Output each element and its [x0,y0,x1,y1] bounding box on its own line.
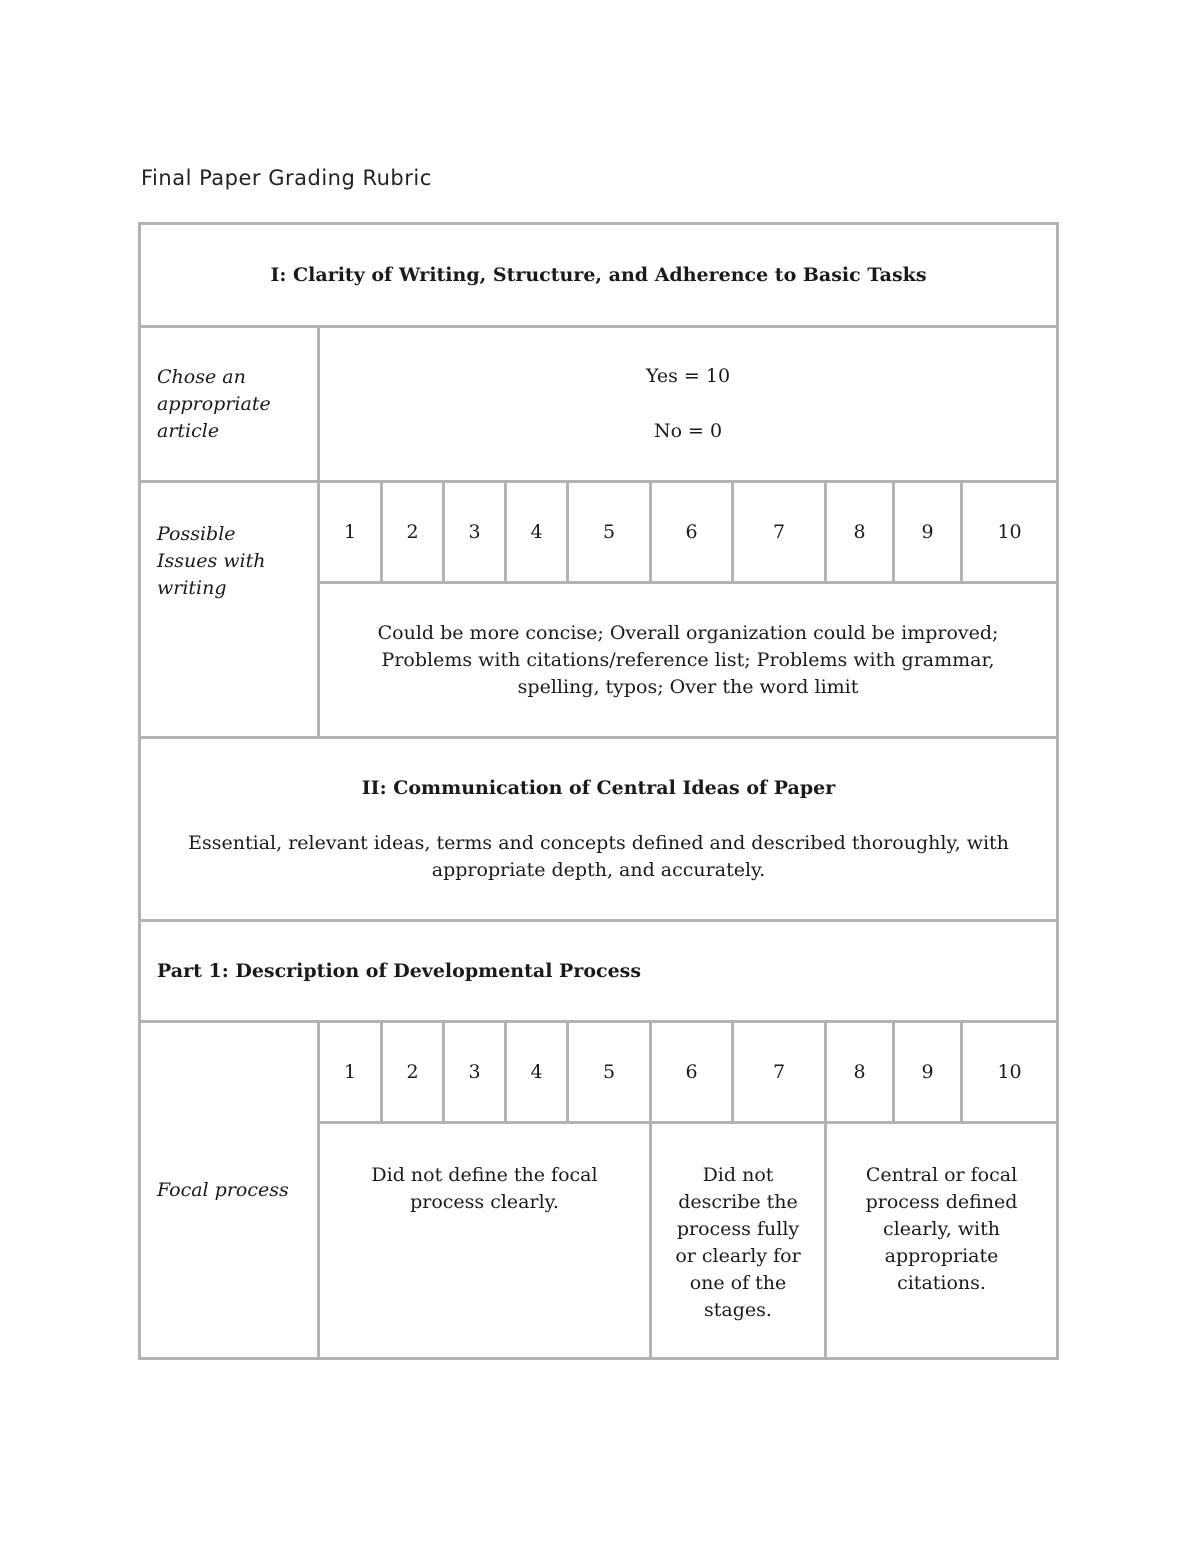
article-label: Chose an appropriate article [140,327,319,482]
writing-description: Could be more concise; Overall organization could be improved; Problems with citations/reference list; Problems with grammar, spelling, typos; Over the word limit [319,583,1058,738]
focal-score-5: 5 [568,1022,651,1123]
focal-score-7: 7 [733,1022,826,1123]
article-yes-score: Yes = 10 [646,365,731,387]
writing-score-9: 9 [894,482,962,583]
focal-score-3: 3 [444,1022,506,1123]
section1-heading-row [140,224,1058,327]
focal-low-description: Did not define the focal process clearly. [319,1123,651,1359]
writing-score-10: 10 [962,482,1058,583]
writing-label: Possible Issues with writing [140,482,319,738]
section1-heading: I: Clarity of Writing, Structure, and Adherence to Basic Tasks [140,224,1058,327]
focal-score-9: 9 [894,1022,962,1123]
grading-rubric-table [138,222,1059,1360]
writing-score-5: 5 [568,482,651,583]
section2-heading: II: Communication of Central Ideas of Paper [361,776,836,799]
focal-score-8: 8 [826,1022,894,1123]
focal-mid-description: Did not describe the process fully or clearly for one of the stages. [651,1123,826,1359]
writing-score-3: 3 [444,482,506,583]
article-no-score: No = 0 [653,420,723,442]
writing-score-4: 4 [506,482,568,583]
focal-score-2: 2 [382,1022,444,1123]
focal-label: Focal process [140,1022,319,1359]
writing-score-6: 6 [651,482,733,583]
focal-high-description: Central or focal process defined clearly, with appropriate citations. [826,1123,1058,1359]
article-scoring-cell [319,327,1058,482]
writing-score-2: 2 [382,482,444,583]
writing-score-8: 8 [826,482,894,583]
focal-score-1: 1 [319,1022,382,1123]
section2-cell [140,738,1058,921]
focal-score-4: 4 [506,1022,568,1123]
article-row [140,327,1058,482]
section2-row [140,738,1058,921]
section2-description: Essential, relevant ideas, terms and concepts defined and described thoroughly, with appropriate depth, and accurately. [188,831,1009,881]
focal-score-10: 10 [962,1022,1058,1123]
page-title: Final Paper Grading Rubric [141,166,432,190]
part1-heading-row [140,921,1058,1022]
focal-score-6: 6 [651,1022,733,1123]
part1-heading: Part 1: Description of Developmental Process [140,921,1058,1022]
writing-score-7: 7 [733,482,826,583]
writing-scores-row [140,482,1058,583]
focal-scores-row [140,1022,1058,1123]
writing-score-1: 1 [319,482,382,583]
